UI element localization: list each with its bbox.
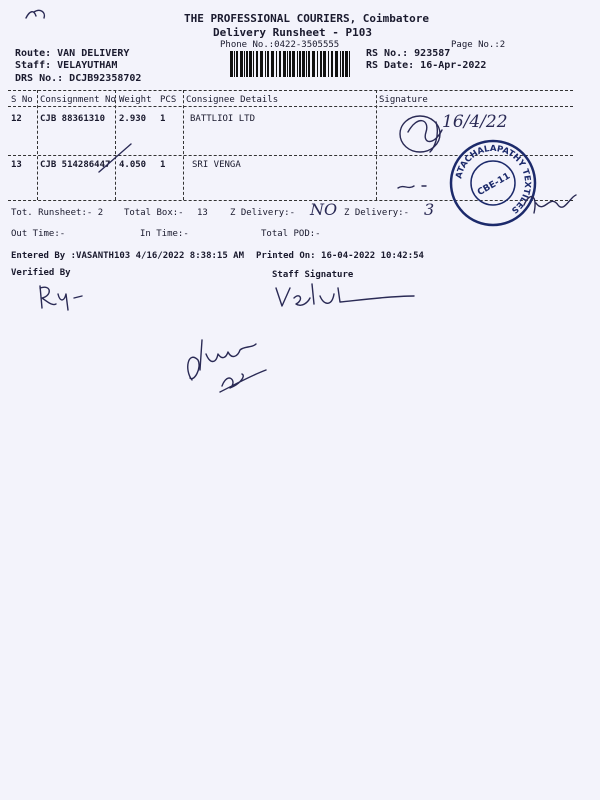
barcode-bar [265,51,266,77]
in-time: In Time:- [140,229,189,239]
table-row-consignment: CJB 88361310 [40,114,106,124]
logo-mark-icon [22,6,52,24]
barcode-bar [335,51,338,77]
barcode-bar [271,51,274,77]
total-box-label: Total Box:- [124,208,184,218]
page-number: Page No.:2 [451,40,506,50]
barcode-bar [340,51,341,77]
barcode-bar [342,51,344,77]
barcode-bar [236,51,238,77]
barcode-bar [308,51,310,77]
barcode-bar [249,51,252,77]
undelivery-value-handwritten: 3 [424,200,435,219]
col-header-consignment: Consignment No [40,95,116,105]
delivery-value-handwritten: NO [310,200,338,219]
verifier-signature [30,280,100,320]
printed-on: Printed On: 16-04-2022 10:42:54 [256,251,424,261]
phone-number: Phone No.:0422-3505555 [220,40,340,50]
barcode-bar [260,51,263,77]
barcode-bar [276,51,277,77]
barcode-bar [302,51,305,77]
col-header-sno: S No [11,95,33,105]
barcode-bar [312,51,315,77]
col-header-signature: Signature [379,95,428,105]
pen-stroke [95,140,135,175]
pen-mark [396,182,436,192]
barcode-bar [331,51,333,77]
col-header-pcs: PCS [160,95,177,105]
runsheet-title: Delivery Runsheet - P103 [213,26,372,39]
entered-by: Entered By :VASANTH103 4/16/2022 8:38:15 AM [11,251,244,261]
barcode-bar [246,51,248,77]
route: Route: VAN DELIVERY [15,48,130,59]
barcode-bar [240,51,243,77]
table-row-consignment: CJB 514286447 [40,160,111,170]
handwritten-date: 16/4/22 [442,112,508,132]
svg-text:CBE-11: CBE-11 [475,171,513,199]
barcode-bar [244,51,245,77]
col-header-consignee: Consignee Details [186,95,279,105]
barcode-bar [323,51,326,77]
additional-signature [180,330,280,400]
barcode-bar [287,51,288,77]
barcode-bar [299,51,301,77]
barcode-bar [345,51,348,77]
verified-by-label: Verified By [11,268,71,278]
table-row-consignee: BATTLIOI LTD [190,114,256,124]
col-header-weight: Weight [119,95,152,105]
drs-number: DRS No.: DCJB92358702 [15,73,142,84]
company-name: THE PROFESSIONAL COURIERS, Coimbatore [184,12,430,25]
barcode-bar [328,51,329,77]
delivery-label: Z Delivery:- [230,208,296,218]
svg-text:ATACHALAPATHY TEXTILES: ATACHALAPATHY TEXTILES [454,143,533,216]
table-row-pcs: 1 [160,160,166,170]
staff-signature-label: Staff Signature [272,270,354,280]
rs-date: RS Date: 16-Apr-2022 [366,60,487,71]
table-row-weight: 4.050 [119,160,147,170]
barcode [230,51,352,77]
staff: Staff: VELAYUTHAM [15,60,118,71]
rs-number: RS No.: 923587 [366,48,451,59]
table-top-rule [8,90,573,91]
barcode-bar [306,51,307,77]
staff-signature [270,278,420,314]
barcode-bar [230,51,233,77]
table-row-consignee: SRI VENGA [192,160,241,170]
barcode-bar [267,51,269,77]
barcode-bar [297,51,298,77]
barcode-bar [349,51,350,77]
undelivery-label: Z Delivery:- [344,208,410,218]
table-row-sno: 13 [11,160,22,170]
total-runsheet: Tot. Runsheet:- 2 [11,208,104,218]
total-box-value: 13 [197,208,208,218]
total-pod: Total POD:- [261,229,321,239]
barcode-bar [283,51,286,77]
barcode-bar [317,51,318,77]
table-row-sno: 12 [11,114,22,124]
barcode-bar [289,51,291,77]
barcode-bar [234,51,235,77]
barcode-bar [292,51,295,77]
barcode-bar [279,51,281,77]
table-row-weight: 2.930 [119,114,147,124]
barcode-bar [320,51,322,77]
table-row-pcs: 1 [160,114,166,124]
stamp-signature [520,185,580,225]
barcode-bar [253,51,254,77]
barcode-bar [256,51,258,77]
out-time: Out Time:- [11,229,66,239]
